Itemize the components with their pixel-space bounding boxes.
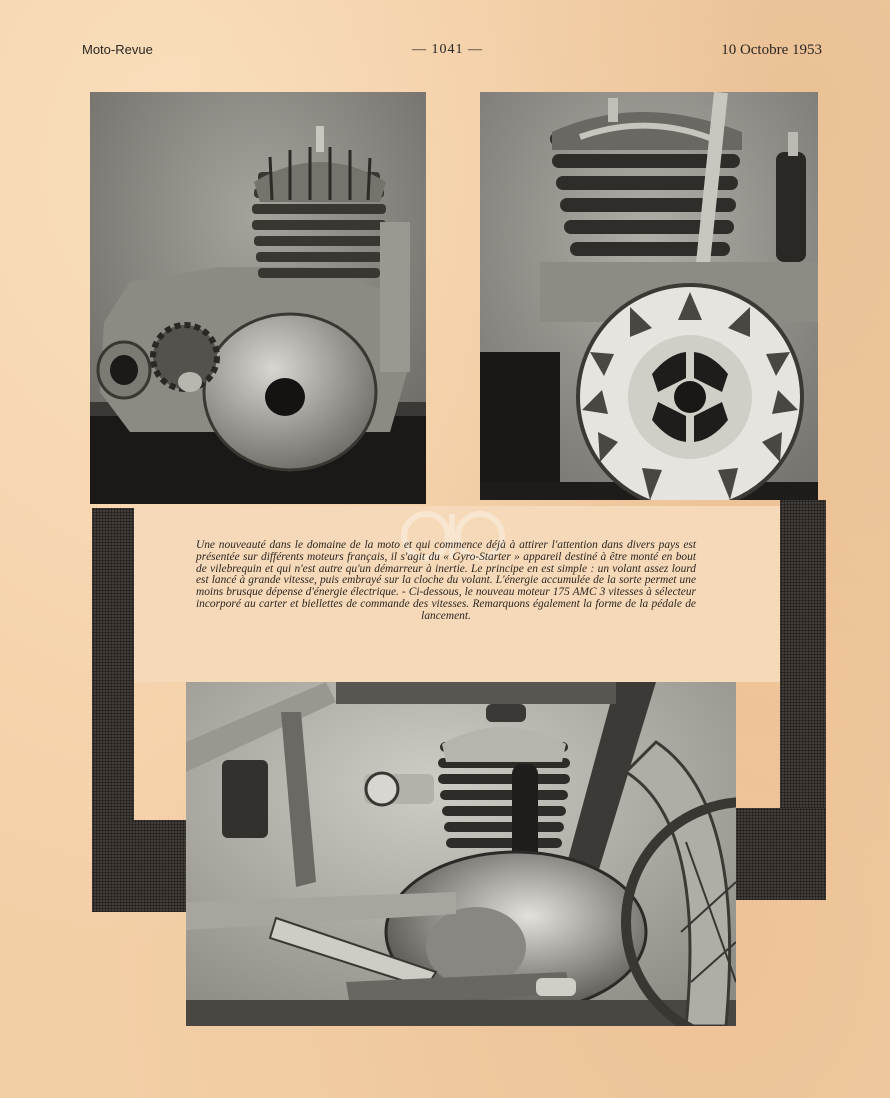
halftone-block-left	[92, 820, 188, 912]
engine-side-illustration	[90, 92, 426, 504]
halftone-band-left	[92, 508, 134, 822]
page-number: — 1041 —	[412, 42, 483, 57]
halftone-block-right	[736, 808, 826, 900]
amc-engine-illustration	[186, 682, 736, 1026]
issue-date: 10 Octobre 1953	[721, 42, 822, 58]
photo-caption: Une nouveauté dans le domaine de la moto et qui commence déjà à attirer l'attention dans divers pays est présentée sur différents moteurs français, il s'agit du « Gyro-Starter » appareil destiné à être monté en bout de vilebrequin et qui n'est autre qu'un démarreur à inertie. Le principe en est simple : un volant assez lourd est lancé à grande vitesse, puis embrayé sur la cloche du volant. L'énergie accumulée de la sorte permet une moins brusque dépense d'énergie électrique. - Ci-dessous, le nouveau moteur 175 AMC 3 vitesses à sélecteur incorporé au carter et biellettes de commande des vitesses. Remarquons également la forme de la pédale de lancement.	[196, 539, 696, 622]
halftone-band-right	[780, 500, 826, 810]
magazine-title: Moto-Revue	[82, 42, 153, 57]
engine-side-photo	[90, 92, 426, 504]
gyro-starter-illustration	[480, 92, 818, 500]
gyro-starter-photo	[480, 92, 818, 500]
amc-engine-photo	[186, 682, 736, 1026]
